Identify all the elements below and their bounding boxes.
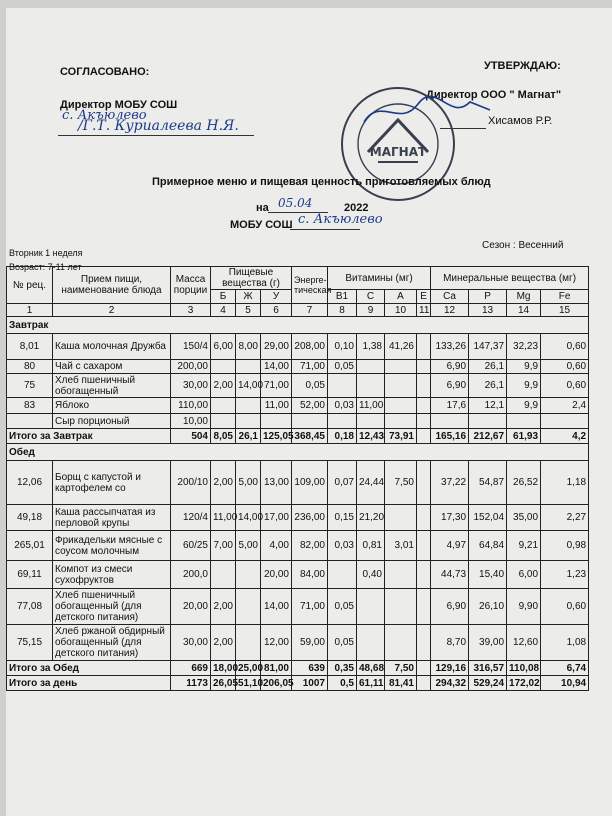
section-label: Завтрак <box>7 317 589 334</box>
table-cell: 26,1 <box>469 360 507 374</box>
table-cell: 208,00 <box>292 334 328 360</box>
dish-name: Хлеб ржаной обдирный обогащенный (для детского питания) <box>53 625 171 661</box>
table-cell: 0,03 <box>328 531 357 561</box>
table-cell: 26,52 <box>507 461 541 505</box>
col-number: 6 <box>261 304 292 317</box>
total-cell: 4,2 <box>541 429 589 444</box>
total-cell: 51,10 <box>236 676 261 691</box>
table-cell: 0,81 <box>357 531 385 561</box>
table-cell <box>328 561 357 589</box>
col-p: P <box>469 290 507 304</box>
table-cell: 0,15 <box>328 505 357 531</box>
table-cell: 6,00 <box>507 561 541 589</box>
table-cell <box>211 398 236 414</box>
table-cell: 2,4 <box>541 398 589 414</box>
table-cell: 41,26 <box>385 334 417 360</box>
col-number: 7 <box>292 304 328 317</box>
table-cell <box>236 625 261 661</box>
table-cell <box>385 589 417 625</box>
total-cell: 73,91 <box>385 429 417 444</box>
dish-name: Чай с сахаром <box>53 360 171 374</box>
table-cell: 14,00 <box>236 505 261 531</box>
table-cell <box>431 414 469 429</box>
table-cell: 0,05 <box>292 374 328 398</box>
total-cell: 206,05 <box>261 676 292 691</box>
approve-role: Директор ООО " Магнат" <box>426 89 562 101</box>
total-cell: 61,93 <box>507 429 541 444</box>
table-cell: 0,03 <box>328 398 357 414</box>
total-label: Итого за Завтрак <box>7 429 171 444</box>
table-cell <box>417 461 431 505</box>
table-cell: 0,60 <box>541 589 589 625</box>
table-cell: 152,04 <box>469 505 507 531</box>
table-row <box>7 360 589 374</box>
table-cell: 0,05 <box>328 360 357 374</box>
total-cell: 316,57 <box>469 661 507 676</box>
col-minerals-header: Минеральные вещества (мг) <box>431 267 589 290</box>
breakfast-total-row <box>7 429 589 444</box>
table-cell <box>236 589 261 625</box>
recipe-number: 75,15 <box>7 625 53 661</box>
table-cell <box>385 398 417 414</box>
total-cell: 26,1 <box>236 429 261 444</box>
total-cell: 110,08 <box>507 661 541 676</box>
table-row <box>7 625 589 661</box>
table-cell <box>357 414 385 429</box>
table-cell <box>236 414 261 429</box>
table-cell: 200/10 <box>171 461 211 505</box>
table-cell: 0,10 <box>328 334 357 360</box>
table-cell <box>541 414 589 429</box>
col-name-header: Прием пищи, наименование блюда <box>53 267 171 304</box>
total-cell: 639 <box>292 661 328 676</box>
table-cell: 6,00 <box>211 334 236 360</box>
handwritten-date: 05.04 <box>278 196 313 210</box>
col-number: 14 <box>507 304 541 317</box>
table-cell: 52,00 <box>292 398 328 414</box>
dish-name: Яблоко <box>53 398 171 414</box>
total-cell: 6,74 <box>541 661 589 676</box>
table-cell: 12,00 <box>261 625 292 661</box>
total-cell: 212,67 <box>469 429 507 444</box>
total-cell: 294,32 <box>431 676 469 691</box>
recipe-number: 83 <box>7 398 53 414</box>
table-cell: 110,00 <box>171 398 211 414</box>
table-cell: 1,23 <box>541 561 589 589</box>
recipe-number: 69,11 <box>7 561 53 589</box>
table-cell: 82,00 <box>292 531 328 561</box>
table-row <box>7 414 589 429</box>
table-cell: 64,84 <box>469 531 507 561</box>
table-row <box>7 398 589 414</box>
total-cell <box>417 676 431 691</box>
recipe-number: 49,18 <box>7 505 53 531</box>
agreed-title: СОГЛАСОВАНО: <box>60 66 150 78</box>
table-cell: 9,9 <box>507 374 541 398</box>
menu-table <box>6 266 589 691</box>
table-cell: 120/4 <box>171 505 211 531</box>
table-cell: 147,37 <box>469 334 507 360</box>
total-cell: 172,02 <box>507 676 541 691</box>
table-cell <box>417 589 431 625</box>
col-number: 1 <box>7 304 53 317</box>
dish-name: Сыр порционый <box>53 414 171 429</box>
table-cell: 200,00 <box>171 360 211 374</box>
total-cell: 529,24 <box>469 676 507 691</box>
signature-scribble <box>360 92 500 132</box>
column-number-row <box>7 304 589 317</box>
table-cell: 4,00 <box>261 531 292 561</box>
table-cell: 71,00 <box>292 589 328 625</box>
col-mg: Mg <box>507 290 541 304</box>
table-cell: 13,00 <box>261 461 292 505</box>
total-label: Итого за Обед <box>7 661 171 676</box>
table-cell: 84,00 <box>292 561 328 589</box>
recipe-number <box>7 414 53 429</box>
table-cell <box>507 414 541 429</box>
total-label: Итого за день <box>7 676 171 691</box>
dish-name: Хлеб пшеничный обогащенный (для детского питания) <box>53 589 171 625</box>
section-label: Обед <box>7 444 589 461</box>
total-cell: 81,41 <box>385 676 417 691</box>
table-cell: 2,00 <box>211 461 236 505</box>
approve-name: Хисамов Р.Р. <box>488 115 553 127</box>
total-cell: 8,05 <box>211 429 236 444</box>
table-cell: 71,00 <box>292 360 328 374</box>
col-c: C <box>357 290 385 304</box>
school-line <box>290 229 360 230</box>
section-lunch <box>7 444 589 461</box>
table-cell: 2,00 <box>211 374 236 398</box>
table-row <box>7 461 589 505</box>
table-cell: 0,98 <box>541 531 589 561</box>
table-cell: 14,00 <box>236 374 261 398</box>
col-u: У <box>261 290 292 304</box>
total-cell: 12,43 <box>357 429 385 444</box>
table-cell: 20,00 <box>261 561 292 589</box>
total-cell: 25,00 <box>236 661 261 676</box>
table-cell: 60/25 <box>171 531 211 561</box>
col-num-header: № рец. <box>7 267 53 304</box>
dish-name: Каша рассыпчатая из перловой крупы <box>53 505 171 531</box>
table-cell <box>417 334 431 360</box>
col-number: 4 <box>211 304 236 317</box>
signature-line-left <box>58 135 254 136</box>
col-number: 11 <box>417 304 431 317</box>
total-cell: 18,00 <box>211 661 236 676</box>
col-number: 13 <box>469 304 507 317</box>
table-cell: 133,26 <box>431 334 469 360</box>
table-cell <box>357 374 385 398</box>
table-cell: 9,9 <box>507 398 541 414</box>
table-cell: 4,97 <box>431 531 469 561</box>
col-b1: B1 <box>328 290 357 304</box>
table-cell <box>328 414 357 429</box>
dish-name: Хлеб пшеничный обогащенный <box>53 374 171 398</box>
table-cell: 30,00 <box>171 625 211 661</box>
table-cell: 6,90 <box>431 374 469 398</box>
table-cell: 150/4 <box>171 334 211 360</box>
table-row <box>7 374 589 398</box>
table-cell <box>211 561 236 589</box>
table-cell: 7,50 <box>385 461 417 505</box>
table-cell: 35,00 <box>507 505 541 531</box>
table-cell <box>417 414 431 429</box>
school-prefix: МОБУ СОШ <box>230 219 293 231</box>
table-cell: 26,1 <box>469 374 507 398</box>
section-breakfast <box>7 317 589 334</box>
total-cell: 48,68 <box>357 661 385 676</box>
total-cell: 368,45 <box>292 429 328 444</box>
recipe-number: 75 <box>7 374 53 398</box>
agreed-role: Директор МОБУ СОШ <box>60 99 178 111</box>
col-vitamins-header: Витамины (мг) <box>328 267 431 290</box>
table-cell: 8,70 <box>431 625 469 661</box>
table-cell: 0,05 <box>328 589 357 625</box>
total-cell: 1007 <box>292 676 328 691</box>
col-number: 3 <box>171 304 211 317</box>
total-cell: 1173 <box>171 676 211 691</box>
table-cell: 9,9 <box>507 360 541 374</box>
table-cell <box>357 625 385 661</box>
total-cell: 0,5 <box>328 676 357 691</box>
day-total-row <box>7 676 589 691</box>
total-cell: 61,11 <box>357 676 385 691</box>
table-cell: 17,6 <box>431 398 469 414</box>
recipe-number: 265,01 <box>7 531 53 561</box>
table-cell <box>417 625 431 661</box>
col-ca: Ca <box>431 290 469 304</box>
dish-name: Компот из смеси сухофруктов <box>53 561 171 589</box>
recipe-number: 12,06 <box>7 461 53 505</box>
table-cell <box>417 398 431 414</box>
doc-year: 2022 <box>344 202 369 214</box>
approve-title: УТВЕРЖДАЮ: <box>484 60 561 72</box>
table-cell <box>385 561 417 589</box>
table-cell: 1,38 <box>357 334 385 360</box>
table-cell <box>385 414 417 429</box>
handwritten-school: с. Акъюлево <box>298 212 383 227</box>
table-cell <box>328 374 357 398</box>
total-cell: 26,05 <box>211 676 236 691</box>
total-cell <box>417 429 431 444</box>
table-cell <box>469 414 507 429</box>
table-cell: 109,00 <box>292 461 328 505</box>
table-cell: 0,60 <box>541 334 589 360</box>
col-number: 2 <box>53 304 171 317</box>
table-cell: 0,05 <box>328 625 357 661</box>
total-cell: 7,50 <box>385 661 417 676</box>
table-cell: 1,18 <box>541 461 589 505</box>
table-cell: 5,00 <box>236 461 261 505</box>
col-mass-header: Масса порции <box>171 267 211 304</box>
total-cell: 10,94 <box>541 676 589 691</box>
table-cell: 0,60 <box>541 360 589 374</box>
table-cell: 14,00 <box>261 589 292 625</box>
total-cell: 504 <box>171 429 211 444</box>
col-number: 12 <box>431 304 469 317</box>
table-cell: 5,00 <box>236 531 261 561</box>
table-cell <box>357 589 385 625</box>
table-cell <box>236 561 261 589</box>
table-cell: 0,40 <box>357 561 385 589</box>
table-cell: 29,00 <box>261 334 292 360</box>
table-cell: 6,90 <box>431 360 469 374</box>
dish-name: Каша молочная Дружба <box>53 334 171 360</box>
recipe-number: 80 <box>7 360 53 374</box>
table-cell: 236,00 <box>292 505 328 531</box>
table-cell <box>385 505 417 531</box>
table-cell: 37,22 <box>431 461 469 505</box>
col-nutrients-header: Пищевые вещества (г) <box>211 267 292 290</box>
table-row <box>7 505 589 531</box>
col-number: 15 <box>541 304 589 317</box>
table-cell: 12,1 <box>469 398 507 414</box>
col-number: 8 <box>328 304 357 317</box>
total-cell: 125,05 <box>261 429 292 444</box>
total-cell: 81,00 <box>261 661 292 676</box>
table-row <box>7 334 589 360</box>
table-cell <box>236 360 261 374</box>
col-energy-header: Энерге-тическая <box>292 267 328 304</box>
table-cell: 14,00 <box>261 360 292 374</box>
handwritten-signature-left: /Г.Т. Куриалеева Н.Я. <box>78 118 239 134</box>
total-cell: 669 <box>171 661 211 676</box>
col-fe: Fe <box>541 290 589 304</box>
table-cell <box>417 360 431 374</box>
table-cell <box>357 360 385 374</box>
table-cell: 26,10 <box>469 589 507 625</box>
table-cell <box>292 414 328 429</box>
date-prefix: на <box>256 202 269 214</box>
table-cell <box>417 374 431 398</box>
col-number: 9 <box>357 304 385 317</box>
handwritten-school-left: с. Акъюлево <box>62 108 147 123</box>
table-cell: 7,00 <box>211 531 236 561</box>
table-cell: 2,00 <box>211 625 236 661</box>
seal-text: МАГНАТ <box>369 145 427 159</box>
table-cell <box>261 414 292 429</box>
table-cell: 12,60 <box>507 625 541 661</box>
table-cell: 30,00 <box>171 374 211 398</box>
table-cell: 2,00 <box>211 589 236 625</box>
age-label: Возраст: 7-11 лет <box>9 262 82 272</box>
total-cell: 0,35 <box>328 661 357 676</box>
table-cell: 17,00 <box>261 505 292 531</box>
col-a: A <box>385 290 417 304</box>
table-cell: 39,00 <box>469 625 507 661</box>
table-cell <box>211 360 236 374</box>
table-cell <box>236 398 261 414</box>
dish-name: Фрикадельки мясные с соусом молочным <box>53 531 171 561</box>
table-cell: 0,07 <box>328 461 357 505</box>
table-cell: 54,87 <box>469 461 507 505</box>
table-cell: 3,01 <box>385 531 417 561</box>
recipe-number: 8,01 <box>7 334 53 360</box>
table-row <box>7 561 589 589</box>
table-cell: 15,40 <box>469 561 507 589</box>
table-cell: 11,00 <box>261 398 292 414</box>
table-cell: 32,23 <box>507 334 541 360</box>
season-label: Сезон : Весенний <box>482 240 564 251</box>
table-cell <box>385 625 417 661</box>
table-row <box>7 589 589 625</box>
table-cell <box>211 414 236 429</box>
table-cell: 0,60 <box>541 374 589 398</box>
doc-title: Примерное меню и пищевая ценность приготовляемых блюд <box>152 176 491 188</box>
header-row-1 <box>7 267 589 290</box>
table-cell: 2,27 <box>541 505 589 531</box>
table-cell: 11,00 <box>357 398 385 414</box>
table-cell: 11,00 <box>211 505 236 531</box>
table-cell: 8,00 <box>236 334 261 360</box>
table-cell: 9,90 <box>507 589 541 625</box>
table-cell: 6,90 <box>431 589 469 625</box>
dish-name: Борщ с капустой и картофелем со <box>53 461 171 505</box>
table-cell: 21,20 <box>357 505 385 531</box>
table-cell: 20,00 <box>171 589 211 625</box>
table-row <box>7 531 589 561</box>
table-cell <box>385 360 417 374</box>
total-cell: 165,16 <box>431 429 469 444</box>
col-number: 5 <box>236 304 261 317</box>
table-cell: 59,00 <box>292 625 328 661</box>
table-cell: 9,21 <box>507 531 541 561</box>
col-e: E <box>417 290 431 304</box>
lunch-total-row <box>7 661 589 676</box>
table-cell <box>417 505 431 531</box>
total-cell: 129,16 <box>431 661 469 676</box>
col-zh: Ж <box>236 290 261 304</box>
col-b: Б <box>211 290 236 304</box>
table-cell <box>417 561 431 589</box>
table-cell: 17,30 <box>431 505 469 531</box>
table-cell: 10,00 <box>171 414 211 429</box>
table-cell <box>417 531 431 561</box>
table-cell: 200,0 <box>171 561 211 589</box>
table-cell <box>385 374 417 398</box>
table-cell: 71,00 <box>261 374 292 398</box>
day-label: Вторник 1 неделя <box>9 248 83 258</box>
total-cell: 0,18 <box>328 429 357 444</box>
table-cell: 44,73 <box>431 561 469 589</box>
table-cell: 24,44 <box>357 461 385 505</box>
table-cell: 1,08 <box>541 625 589 661</box>
col-number: 10 <box>385 304 417 317</box>
total-cell <box>417 661 431 676</box>
recipe-number: 77,08 <box>7 589 53 625</box>
